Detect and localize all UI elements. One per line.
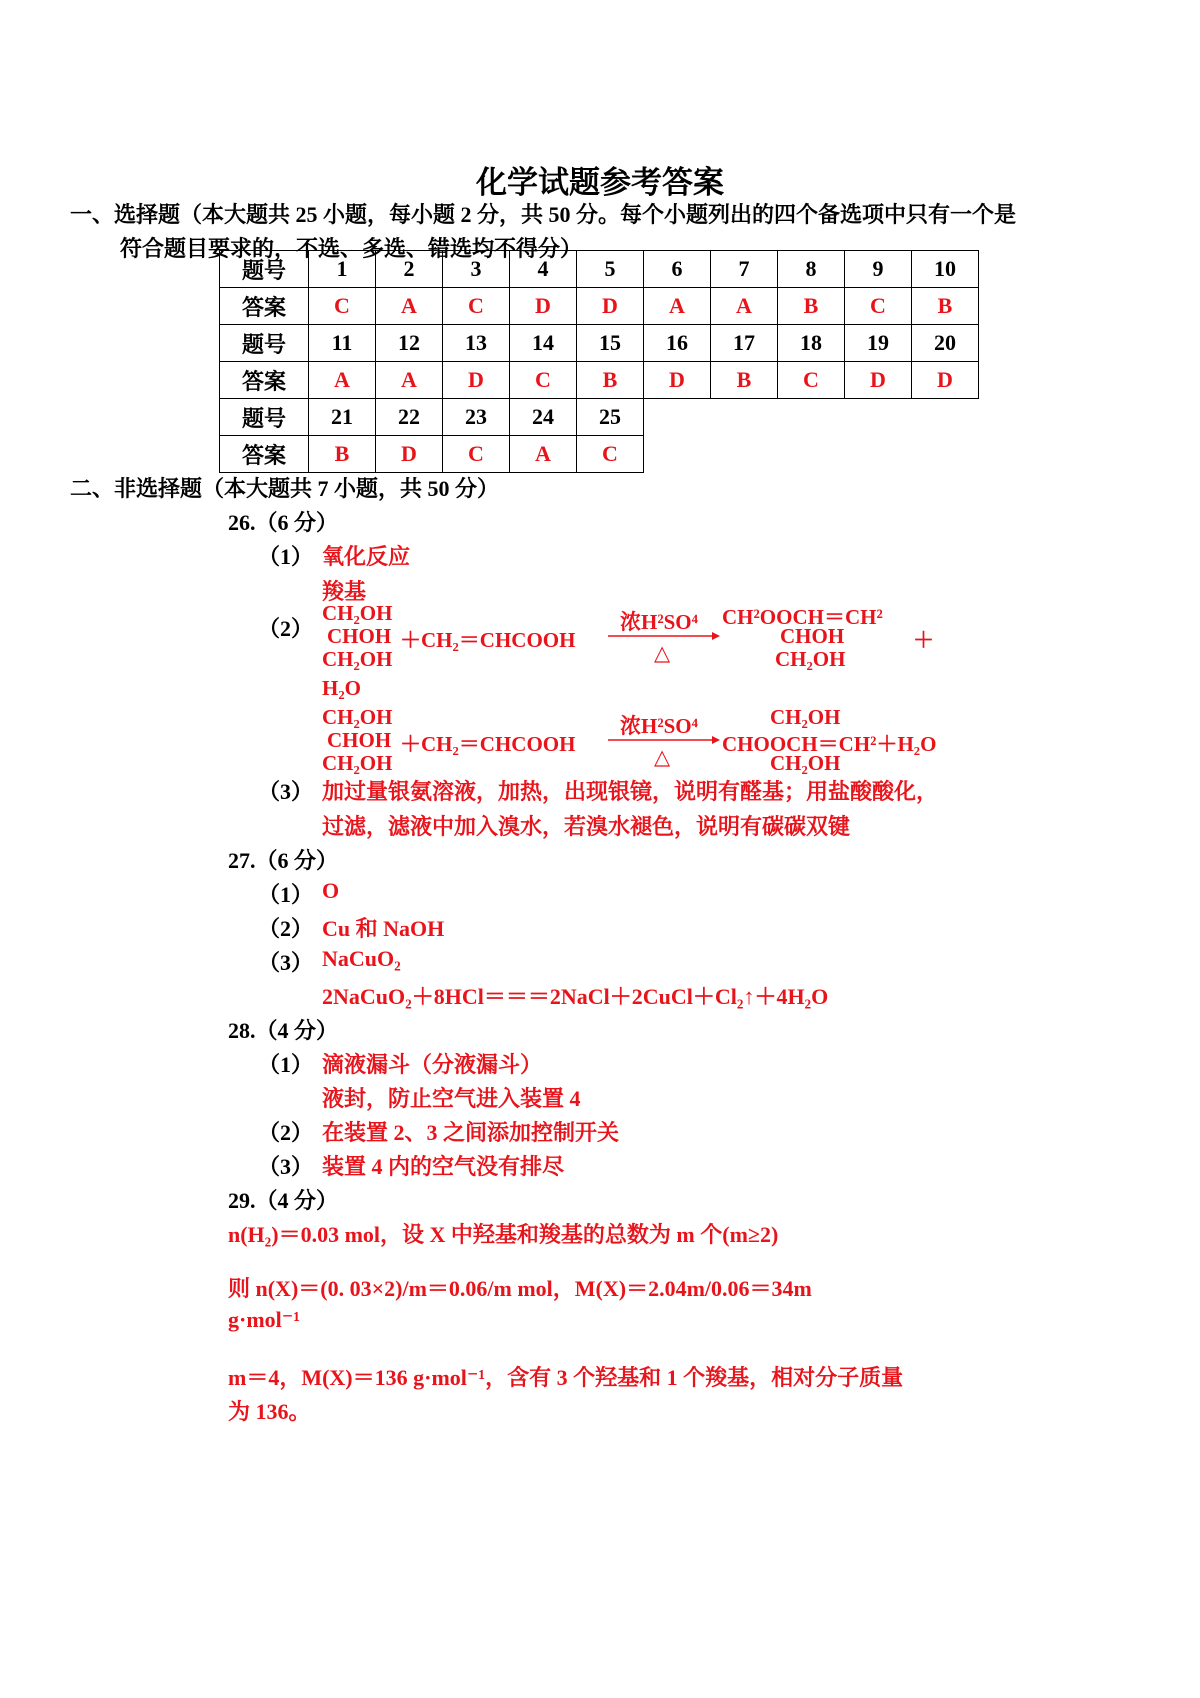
question-number-cell: 23: [443, 399, 510, 436]
q27-p2-answer: Cu 和 NaOH: [322, 916, 445, 941]
table-row-question-numbers: [220, 399, 979, 436]
question-number-cell: 17: [711, 325, 778, 362]
eq1-left-mid: CHOH: [327, 624, 392, 648]
eq2-product-mid: CHOOCH＝CH²＋H₂O: [722, 732, 937, 756]
question-number-cell: 4: [510, 251, 577, 288]
q26-p2-num: （2）: [258, 616, 314, 641]
question-number-cell: 18: [778, 325, 845, 362]
answer-cell: A: [376, 362, 443, 399]
answer-cell: D: [577, 288, 644, 325]
q26-p1-answer-a: 氧化反应: [322, 544, 411, 569]
row-label-answer: 答案: [220, 436, 309, 473]
q28-p1-num: （1）: [258, 1052, 314, 1077]
eq2-product-top: CH₂OH: [770, 705, 841, 729]
table-row-answers: [220, 436, 979, 473]
question-number-cell: 10: [912, 251, 979, 288]
q26-p1-answer-b: 羧基: [322, 579, 367, 604]
eq1-condition: △: [654, 641, 671, 665]
answer-cell: B: [912, 288, 979, 325]
q29-line5: 为 136。: [228, 1399, 311, 1424]
table-row-question-numbers: [220, 325, 979, 362]
empty-cell: [778, 399, 845, 436]
section1-heading-line2: 符合题目要求的，不选、多选、错选均不得分）: [120, 236, 583, 261]
eq1-left-bot: CH₂OH: [322, 647, 393, 671]
q28-p1-answer-b: 液封，防止空气进入装置 4: [322, 1086, 581, 1111]
eq2-left-mid: CHOH: [327, 728, 392, 752]
answer-cell: C: [510, 362, 577, 399]
question-number-cell: 9: [845, 251, 912, 288]
table-row-answers: [220, 288, 979, 325]
section1-heading-line1: 一、选择题（本大题共 25 小题，每小题 2 分，共 50 分。每个小题列出的四个备选项中只有一个是: [70, 202, 1017, 227]
question-number-cell: 14: [510, 325, 577, 362]
answer-cell: C: [443, 288, 510, 325]
q27-p1-num: （1）: [258, 882, 314, 907]
question-number-cell: 19: [845, 325, 912, 362]
answer-cell: D: [845, 362, 912, 399]
q26-p3-num: （3）: [258, 779, 314, 804]
q27-p3-num: （3）: [258, 950, 314, 975]
eq2-left-bot: CH₂OH: [322, 751, 393, 775]
answer-cell: C: [443, 436, 510, 473]
question-number-cell: 15: [577, 325, 644, 362]
row-label-answer: 答案: [220, 362, 309, 399]
answer-cell: B: [711, 362, 778, 399]
answer-cell: D: [510, 288, 577, 325]
question-number-cell: 6: [644, 251, 711, 288]
question-number-cell: 8: [778, 251, 845, 288]
section2-heading: 二、非选择题（本大题共 7 小题，共 50 分）: [70, 476, 500, 501]
empty-cell: [912, 399, 979, 436]
eq1-reagent: ＋CH₂＝CHCOOH: [400, 628, 576, 652]
question-number-cell: 12: [376, 325, 443, 362]
table-row-answers: [220, 362, 979, 399]
answer-cell: A: [376, 288, 443, 325]
q26-p1-num: （1）: [258, 544, 314, 569]
answer-cell: D: [443, 362, 510, 399]
question-number-cell: 7: [711, 251, 778, 288]
q27-p3-equation: 2NaCuO₂＋8HCl＝＝＝2NaCl＋2CuCl＋Cl₂↑＋4H₂O: [322, 984, 829, 1009]
question-number-cell: 2: [376, 251, 443, 288]
answer-cell: C: [778, 362, 845, 399]
empty-cell: [845, 399, 912, 436]
answer-cell: C: [845, 288, 912, 325]
answer-cell: A: [309, 362, 376, 399]
q29-line1: n(H₂)＝0.03 mol，设 X 中羟基和羧基的总数为 m 个(m≥2): [228, 1222, 779, 1247]
page-title: 化学试题参考答案: [476, 165, 724, 200]
answer-table: [219, 250, 979, 473]
question-number-cell: 13: [443, 325, 510, 362]
answer-cell: A: [711, 288, 778, 325]
q28-p2-answer: 在装置 2、3 之间添加控制开关: [322, 1120, 620, 1145]
q26-label: 26.（6 分）: [228, 510, 339, 535]
answer-cell: D: [376, 436, 443, 473]
q28-p2-num: （2）: [258, 1120, 314, 1145]
q27-p2-num: （2）: [258, 916, 314, 941]
empty-cell: [644, 436, 711, 473]
answer-cell: D: [912, 362, 979, 399]
eq1-product-mid: CHOH: [780, 624, 845, 648]
question-number-cell: 24: [510, 399, 577, 436]
q27-p1-answer: O: [322, 878, 340, 903]
eq2-condition: △: [654, 745, 671, 769]
question-number-cell: 3: [443, 251, 510, 288]
eq1-catalyst: 浓H²SO⁴: [620, 610, 698, 634]
question-number-cell: 21: [309, 399, 376, 436]
q26-p3-line1: 加过量银氨溶液，加热，出现银镜，说明有醛基；用盐酸酸化，: [322, 779, 939, 804]
q28-p3-num: （3）: [258, 1154, 314, 1179]
answer-cell: B: [778, 288, 845, 325]
empty-cell: [711, 436, 778, 473]
eq2-product-bot: CH₂OH: [770, 751, 841, 775]
question-number-cell: 22: [376, 399, 443, 436]
question-number-cell: 5: [577, 251, 644, 288]
q28-p3-answer: 装置 4 内的空气没有排尽: [322, 1154, 565, 1179]
q29-label: 29.（4 分）: [228, 1188, 339, 1213]
row-label-question: 题号: [220, 251, 309, 288]
eq1-product-bot: CH₂OH: [775, 647, 846, 671]
empty-cell: [912, 436, 979, 473]
question-number-cell: 1: [309, 251, 376, 288]
table-row-question-numbers: [220, 251, 979, 288]
answer-cell: A: [644, 288, 711, 325]
eq1-water: H₂O: [322, 676, 361, 700]
eq2-left-top: CH₂OH: [322, 705, 393, 729]
eq2-catalyst: 浓H²SO⁴: [620, 714, 698, 738]
q28-p1-answer-a: 滴液漏斗（分液漏斗）: [322, 1052, 543, 1077]
q28-label: 28.（4 分）: [228, 1018, 339, 1043]
row-label-answer: 答案: [220, 288, 309, 325]
empty-cell: [644, 399, 711, 436]
q29-line2: 则 n(X)＝(0. 03×2)/m＝0.06/m mol，M(X)＝2.04m/0.06＝34m: [228, 1276, 812, 1301]
eq2-reagent: ＋CH₂＝CHCOOH: [400, 732, 576, 756]
eq1-product-top: CH²OOCH＝CH²: [722, 605, 883, 629]
empty-cell: [778, 436, 845, 473]
q29-line3: g·mol⁻¹: [228, 1307, 300, 1332]
question-number-cell: 20: [912, 325, 979, 362]
question-number-cell: 25: [577, 399, 644, 436]
question-number-cell: 16: [644, 325, 711, 362]
q29-line4: m＝4，M(X)＝136 g·mol⁻¹，含有 3 个羟基和 1 个羧基，相对分子质量: [228, 1365, 904, 1390]
empty-cell: [845, 436, 912, 473]
question-number-cell: 11: [309, 325, 376, 362]
answer-cell: B: [577, 362, 644, 399]
q26-p3-line2: 过滤，滤液中加入溴水，若溴水褪色，说明有碳碳双键: [322, 814, 851, 839]
q27-p3-answer: NaCuO₂: [322, 946, 401, 971]
eq1-plus: ＋: [913, 628, 934, 652]
answer-cell: C: [577, 436, 644, 473]
answer-cell: B: [309, 436, 376, 473]
empty-cell: [711, 399, 778, 436]
eq1-left-top: CH₂OH: [322, 601, 393, 625]
q27-label: 27.（6 分）: [228, 848, 339, 873]
answer-cell: A: [510, 436, 577, 473]
row-label-question: 题号: [220, 325, 309, 362]
answer-cell: D: [644, 362, 711, 399]
row-label-question: 题号: [220, 399, 309, 436]
answer-cell: C: [309, 288, 376, 325]
